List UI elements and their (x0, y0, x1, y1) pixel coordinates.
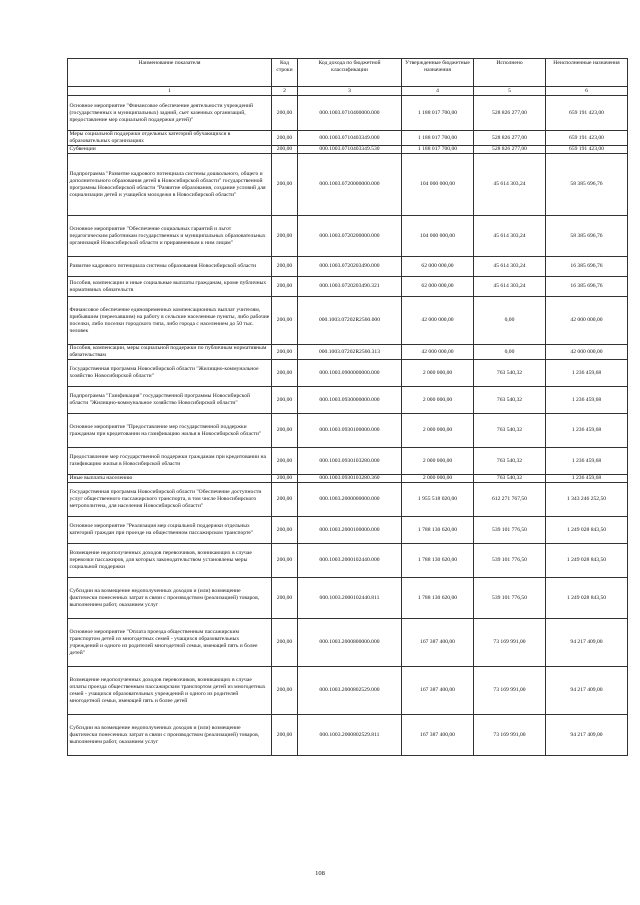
cell-unexecuted: 1 236 459,68 (546, 448, 628, 475)
cell-code: 000.1003.0710403349.000 (298, 131, 402, 146)
cell-code: 000.1003.0710400000.000 (298, 96, 402, 131)
column-number: 6 (546, 87, 628, 96)
cell-unexecuted: 1 343 246 252,50 (546, 483, 628, 517)
cell-unexecuted: 659 191 423,00 (546, 131, 628, 146)
cell-code: 000.1003.2000102440.000 (298, 544, 402, 578)
cell-unexecuted: 1 249 028 843,50 (546, 578, 628, 619)
cell-name: Иные выплаты населению (68, 475, 272, 483)
column-number-row (68, 87, 628, 96)
cell-unexecuted: 16 385 696,76 (546, 277, 628, 297)
cell-name: Основное мероприятие "Предоставление мер государственной поддержки гражданам при кредитовании на газификацию жилья в Новосибирской области" (68, 414, 272, 448)
cell-code: 000.1003.0900000000.000 (298, 360, 402, 387)
cell-executed: 45 614 303,24 (474, 257, 546, 277)
budget-execution-table (67, 58, 628, 756)
table-row (68, 360, 628, 387)
cell-name: Возмещение недополученных доходов перевозчиков, возникающих в случае перевозки пассажиров, для которых законодательством установлены меры социальной поддержки (68, 544, 272, 578)
cell-name: Подпрограмма "Газификация" государственной программы Новосибирской области "Жилищно-коммунальное хозяйство Новосибирской области" (68, 387, 272, 414)
cell-line: 200,00 (272, 345, 298, 360)
cell-name: Пособия, компенсации и иные социальные выплаты гражданам, кроме публичных нормативных обязательств (68, 277, 272, 297)
cell-approved: 167 387 400,00 (402, 619, 474, 667)
cell-approved: 1 188 017 700,00 (402, 146, 474, 154)
cell-line: 200,00 (272, 448, 298, 475)
table-row (68, 146, 628, 154)
column-number: 1 (68, 87, 272, 96)
cell-unexecuted: 58 385 696,76 (546, 154, 628, 216)
cell-name: Государственная программа Новосибирской области "Жилищно-коммунальное хозяйство Новосибирской области" (68, 360, 272, 387)
table-row (68, 544, 628, 578)
table-row (68, 715, 628, 756)
cell-executed: 763 540,32 (474, 475, 546, 483)
cell-approved: 167 387 400,00 (402, 667, 474, 715)
page-number: 108 (315, 870, 325, 877)
cell-executed: 45 614 303,24 (474, 216, 546, 257)
table-row (68, 448, 628, 475)
table-row (68, 257, 628, 277)
cell-code: 000.1003.0720203490.000 (298, 257, 402, 277)
table-row (68, 131, 628, 146)
cell-name: Предоставление мер государственной поддержки гражданам при кредитовании на газификацию жилья в Новосибирской области (68, 448, 272, 475)
cell-name: Основное мероприятие "Реализация мер социальной поддержки отдельных категорий граждан при проезде на общественном пассажирском транспорте" (68, 517, 272, 544)
cell-code: 000.1003.2000000000.000 (298, 483, 402, 517)
cell-unexecuted: 1 236 459,68 (546, 360, 628, 387)
cell-approved: 2 000 000,00 (402, 387, 474, 414)
cell-unexecuted: 659 191 423,00 (546, 96, 628, 131)
cell-unexecuted: 1 236 459,68 (546, 475, 628, 483)
cell-executed: 528 826 277,00 (474, 146, 546, 154)
cell-approved: 1 188 017 700,00 (402, 96, 474, 131)
table-row (68, 578, 628, 619)
cell-name: Меры социальной поддержки отдельных категорий обучающихся в образовательных организациях (68, 131, 272, 146)
table-row (68, 297, 628, 345)
cell-executed: 763 540,32 (474, 360, 546, 387)
cell-unexecuted: 94 217 409,00 (546, 715, 628, 756)
cell-executed: 763 540,32 (474, 414, 546, 448)
cell-line: 200,00 (272, 414, 298, 448)
cell-unexecuted: 94 217 409,00 (546, 619, 628, 667)
cell-unexecuted: 659 191 423,00 (546, 146, 628, 154)
cell-name: Государственная программа Новосибирской области "Обеспечение доступности услуг общественного пассажирского транспорта, в том числе Новосибирского метрополитена, для населения Новосибирской области" (68, 483, 272, 517)
cell-unexecuted: 58 385 696,76 (546, 216, 628, 257)
cell-approved: 2 000 000,00 (402, 448, 474, 475)
column-number: 2 (272, 87, 298, 96)
cell-executed: 528 826 277,00 (474, 131, 546, 146)
table-row (68, 387, 628, 414)
cell-code: 000.1003.0720200000.000 (298, 216, 402, 257)
cell-unexecuted: 42 000 000,00 (546, 297, 628, 345)
cell-code: 000.1003.0720203490.321 (298, 277, 402, 297)
header-line: Код строки (272, 59, 298, 87)
cell-name: Развитие кадрового потенциала системы образования Новосибирской области (68, 257, 272, 277)
header-executed: Исполнено (474, 59, 546, 87)
cell-unexecuted: 1 236 459,68 (546, 387, 628, 414)
cell-code: 000.1003.07202R2560.000 (298, 297, 402, 345)
cell-code: 000.1003.2000802529.811 (298, 715, 402, 756)
cell-code: 000.1003.2000100000.000 (298, 517, 402, 544)
cell-line: 200,00 (272, 483, 298, 517)
column-number: 4 (402, 87, 474, 96)
table-row (68, 667, 628, 715)
cell-name: Возмещение недополученных доходов перевозчиков, возникающих в случае оплаты проезда общественным пассажирским транспортом детей из многодетных семей - учащихся образовательных учреждений и одного из родителей многодетной семьи, имеющей пять и более детей (68, 667, 272, 715)
cell-executed: 612 271 767,50 (474, 483, 546, 517)
cell-approved: 1 188 017 700,00 (402, 131, 474, 146)
cell-line: 200,00 (272, 360, 298, 387)
cell-name: Субсидии на возмещение недополученных доходов и (или) возмещение фактически понесенных затрат в связи с производством (реализацией) товаров, выполнением работ, оказанием услуг (68, 715, 272, 756)
cell-executed: 539 101 776,50 (474, 544, 546, 578)
cell-unexecuted: 1 236 459,68 (546, 414, 628, 448)
table-row (68, 483, 628, 517)
cell-line: 200,00 (272, 216, 298, 257)
cell-line: 200,00 (272, 277, 298, 297)
cell-name: Субвенции (68, 146, 272, 154)
cell-executed: 539 101 776,50 (474, 578, 546, 619)
cell-approved: 2 000 000,00 (402, 475, 474, 483)
cell-approved: 42 000 000,00 (402, 297, 474, 345)
cell-line: 200,00 (272, 96, 298, 131)
cell-unexecuted: 1 249 028 843,50 (546, 544, 628, 578)
cell-unexecuted: 16 385 696,76 (546, 257, 628, 277)
cell-approved: 62 000 000,00 (402, 257, 474, 277)
cell-line: 200,00 (272, 619, 298, 667)
cell-executed: 73 169 991,00 (474, 667, 546, 715)
cell-approved: 2 000 000,00 (402, 360, 474, 387)
table-row (68, 277, 628, 297)
cell-executed: 45 614 303,24 (474, 277, 546, 297)
cell-approved: 104 000 000,00 (402, 216, 474, 257)
cell-unexecuted: 94 217 409,00 (546, 667, 628, 715)
cell-executed: 0,00 (474, 297, 546, 345)
cell-executed: 73 169 991,00 (474, 715, 546, 756)
table-row (68, 619, 628, 667)
cell-code: 000.1003.2000800000.000 (298, 619, 402, 667)
report-sheet (67, 58, 627, 756)
cell-code: 000.1003.2000802529.000 (298, 667, 402, 715)
cell-code: 000.1003.0720000000.000 (298, 154, 402, 216)
cell-code: 000.1003.0930100000.000 (298, 414, 402, 448)
table-row (68, 414, 628, 448)
cell-line: 200,00 (272, 154, 298, 216)
cell-executed: 0,00 (474, 345, 546, 360)
table-row (68, 345, 628, 360)
cell-code: 000.1003.2000102440.811 (298, 578, 402, 619)
cell-line: 200,00 (272, 517, 298, 544)
table-row (68, 216, 628, 257)
header-approved: Утвержденные бюджетные назначения (402, 59, 474, 87)
table-body (68, 96, 628, 756)
cell-approved: 1 788 130 620,00 (402, 544, 474, 578)
cell-line: 200,00 (272, 146, 298, 154)
cell-code: 000.1003.0710403349.530 (298, 146, 402, 154)
cell-line: 200,00 (272, 297, 298, 345)
cell-approved: 1 788 130 620,00 (402, 517, 474, 544)
cell-unexecuted: 1 249 028 843,50 (546, 517, 628, 544)
cell-line: 200,00 (272, 578, 298, 619)
cell-name: Основное мероприятие "Финансовое обеспечение деятельности учреждений (государственных и муниципальных) задний, сьет казенных организаций, предоставление мер социальной поддержки детей)" (68, 96, 272, 131)
cell-name: Пособия, компенсации, меры социальной поддержки по публичным нормативным обязательствам (68, 345, 272, 360)
cell-executed: 45 614 303,24 (474, 154, 546, 216)
cell-executed: 763 540,32 (474, 448, 546, 475)
table-row (68, 475, 628, 483)
header-unexecuted: Неисполненные назначения (546, 59, 628, 87)
cell-code: 000.1003.0930103280.000 (298, 448, 402, 475)
cell-line: 200,00 (272, 667, 298, 715)
column-number: 5 (474, 87, 546, 96)
cell-line: 200,00 (272, 544, 298, 578)
cell-line: 200,00 (272, 387, 298, 414)
cell-unexecuted: 42 000 000,00 (546, 345, 628, 360)
column-number: 3 (298, 87, 402, 96)
cell-name: Основное мероприятие "Обеспечение социальных гарантий и льгот педагогическим работникам государственных и муниципальных образовательных организаций Новосибирской области и приравненным к ним лицам" (68, 216, 272, 257)
cell-name: Субсидии на возмещение недополученных доходов и (или) возмещение фактически понесенных затрат в связи с производством (реализацией) товаров, выполнением работ, оказанием услуг (68, 578, 272, 619)
cell-executed: 73 169 991,00 (474, 619, 546, 667)
cell-code: 000.1003.0930000000.000 (298, 387, 402, 414)
cell-line: 200,00 (272, 475, 298, 483)
header-name: Наименование показателя (68, 59, 272, 87)
cell-approved: 167 387 400,00 (402, 715, 474, 756)
cell-executed: 539 101 776,50 (474, 517, 546, 544)
table-row (68, 96, 628, 131)
cell-name: Финансовое обеспечение единовременных компенсационных выплат учителям, прибывшим (переехавшим) на работу в сельские населенные пункты, либо рабочие поселки, либо поселки городского типа, либо города с населением до 50 тыс. человек (68, 297, 272, 345)
header-code: Код дохода по бюджетной классификации (298, 59, 402, 87)
cell-executed: 763 540,32 (474, 387, 546, 414)
cell-code: 000.1003.07202R2560.313 (298, 345, 402, 360)
cell-line: 200,00 (272, 131, 298, 146)
cell-name: Основное мероприятие "Оплата проезда общественным пассажирским транспортом детей из многодетных семей - учащихся образовательных учреждений и одного из родителей многодетной семьи, имеющей пять и более детей" (68, 619, 272, 667)
cell-approved: 42 000 000,00 (402, 345, 474, 360)
cell-approved: 1 955 518 020,00 (402, 483, 474, 517)
cell-approved: 2 000 000,00 (402, 414, 474, 448)
table-header-row (68, 59, 628, 87)
cell-executed: 528 826 277,00 (474, 96, 546, 131)
cell-code: 000.1003.0930103280.360 (298, 475, 402, 483)
cell-name: Подпрограмма "Развитие кадрового потенциала системы дошкольного, общего и дополнительного образования детей в Новосибирской области" государственной программы Новосибирской области "Развитие образования, создание условий для социализации детей и учащейся молодежи в Новосибирской области" (68, 154, 272, 216)
cell-approved: 104 000 000,00 (402, 154, 474, 216)
cell-line: 200,00 (272, 257, 298, 277)
table-row (68, 517, 628, 544)
cell-approved: 62 000 000,00 (402, 277, 474, 297)
cell-approved: 1 788 130 620,00 (402, 578, 474, 619)
table-row (68, 154, 628, 216)
cell-line: 200,00 (272, 715, 298, 756)
